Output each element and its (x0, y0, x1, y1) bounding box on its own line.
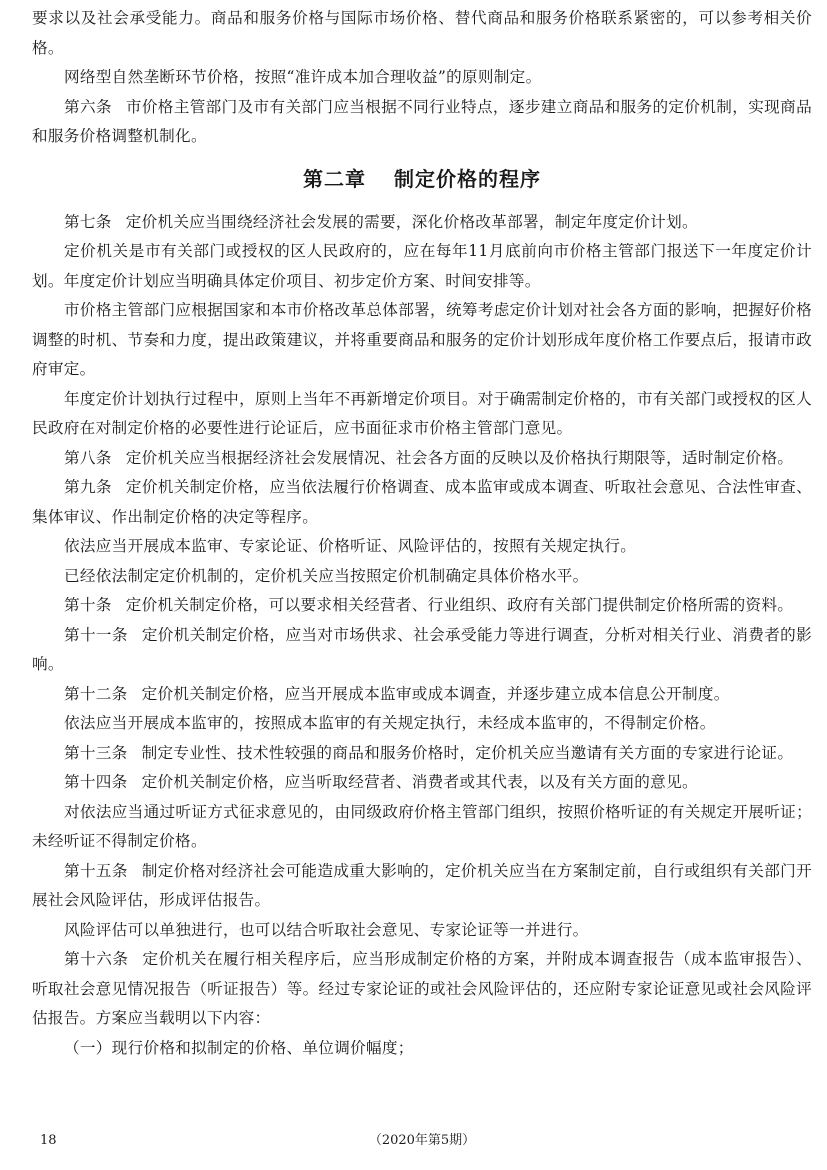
body-paragraph (32, 916, 812, 946)
article-label: 第六条 (64, 97, 112, 116)
article-paragraph (32, 739, 812, 769)
article-label: 第十条 (64, 596, 112, 614)
paragraph-text: （一）现行价格和拟制定的价格、单位调价幅度； (64, 1038, 414, 1057)
paragraph-text: 定价机关应当围绕经济社会发展的需要，深化价格改革部署，制定年度定价计划。 (125, 212, 698, 231)
article-paragraph (32, 680, 812, 710)
article-paragraph (32, 768, 812, 798)
body-paragraph (32, 237, 812, 296)
body-paragraph (32, 385, 812, 444)
body-paragraph (32, 63, 812, 93)
paragraphs-before-chapter (32, 4, 812, 152)
article-paragraph (32, 473, 812, 532)
paragraph-text: 定价机关在履行相关程序后，应当形成制定价格的方案，并附成本调查报告（成本监审报告）、听取社会意见情况报告（听证报告）等。经过专家论证的或社会风险评估的，还应附专家论证意见或社会风险评估报告。方案应当载明以下内容： (32, 950, 812, 1027)
body-paragraph (32, 798, 812, 857)
paragraph-text: 要求以及社会承受能力。商品和服务价格与国际市场价格、替代商品和服务价格联系紧密的，可以参考相关价格。 (32, 9, 812, 57)
body-paragraph (32, 1034, 812, 1064)
article-paragraph (32, 208, 812, 238)
chapter-title: 制定价格的程序 (394, 166, 541, 191)
body-paragraph (32, 562, 812, 592)
chapter-heading (32, 164, 812, 194)
paragraph-text: 定价机关制定价格，可以要求相关经营者、行业组织、政府有关部门提供制定价格所需的资料。 (125, 596, 794, 614)
article-paragraph (32, 857, 812, 916)
article-label: 第九条 (64, 478, 112, 496)
article-paragraph (32, 591, 812, 621)
chapter-number: 第二章 (303, 166, 366, 191)
paragraph-text: 已经依法制定定价机制的，定价机关应当按照定价机制确定具体价格水平。 (64, 566, 589, 585)
paragraph-text: 对依法应当通过听证方式征求意见的，由同级政府价格主管部门组织，按照价格听证的有关规定开展听证；未经听证不得制定价格。 (32, 802, 812, 850)
paragraph-text: 制定价格对经济社会可能造成重大影响的，定价机关应当在方案制定前，自行或组织有关部门开展社会风险评估，形成评估报告。 (32, 861, 813, 909)
document-page (32, 0, 812, 1170)
paragraph-text: 年度定价计划执行过程中，原则上当年不再新增定价项目。对于确需制定价格的，市有关部门或授权的区人民政府在对制定价格的必要性进行论证后，应书面征求市价格主管部门意见。 (32, 389, 812, 437)
article-label: 第十五条 (64, 861, 128, 880)
paragraph-text: 市价格主管部门及市有关部门应当根据不同行业特点，逐步建立商品和服务的定价机制，实现商品和服务价格调整机制化。 (32, 97, 812, 145)
paragraph-text: 定价机关制定价格，应当对市场供求、社会承受能力等进行调查，分析对相关行业、消费者的影响。 (32, 625, 813, 673)
document-body (32, 4, 812, 1063)
article-paragraph (32, 93, 812, 152)
article-label: 第十四条 (64, 773, 128, 791)
paragraph-text: 市价格主管部门应根据国家和本市价格改革总体部署，统筹考虑定价计划对社会各方面的影响，把握好价格调整的时机、节奏和力度，提出政策建议，并将重要商品和服务的定价计划形成年度价格工作要点后，报请市政府审定。 (32, 301, 812, 378)
paragraph-text: 依法应当开展成本监审、专家论证、价格听证、风险评估的，按照有关规定执行。 (64, 537, 637, 555)
paragraph-text: 定价机关制定价格，应当听取经营者、消费者或其代表，以及有关方面的意见。 (141, 773, 698, 791)
article-label: 第十二条 (64, 684, 128, 703)
paragraph-text: 制定专业性、技术性较强的商品和服务价格时，定价机关应当邀请有关方面的专家进行论证。 (141, 743, 794, 762)
article-label: 第十六条 (64, 950, 129, 968)
article-label: 第十一条 (64, 625, 128, 644)
article-paragraph (32, 621, 812, 680)
issue-label: （2020年第5期） (368, 1133, 476, 1148)
body-paragraph (32, 296, 812, 385)
body-paragraph (32, 532, 812, 562)
body-paragraph (32, 4, 812, 63)
body-paragraph (32, 709, 812, 739)
paragraph-text: 定价机关是市有关部门或授权的区人民政府的，应在每年11月底前向市价格主管部门报送下一年度定价计划。年度定价计划应当明确具体定价项目、初步定价方案、时间安排等。 (32, 242, 812, 290)
paragraph-text: 网络型自然垄断环节价格，按照“准许成本加合理收益”的原则制定。 (64, 68, 542, 86)
paragraphs-after-chapter (32, 208, 812, 1064)
article-paragraph (32, 945, 812, 1034)
article-paragraph (32, 444, 812, 474)
page-footer (32, 1131, 812, 1151)
article-label: 第十三条 (64, 743, 128, 762)
article-label: 第八条 (64, 448, 112, 467)
paragraph-text: 定价机关制定价格，应当依法履行价格调查、成本监审或成本调查、听取社会意见、合法性审查、集体审议、作出制定价格的决定等程序。 (32, 478, 812, 526)
paragraph-text: 定价机关制定价格，应当开展成本监审或成本调查，并逐步建立成本信息公开制度。 (141, 684, 730, 703)
page-number: 18 (40, 1133, 57, 1148)
paragraph-text: 风险评估可以单独进行，也可以结合听取社会意见、专家论证等一并进行。 (64, 920, 589, 939)
paragraph-text: 定价机关应当根据经济社会发展情况、社会各方面的反映以及价格执行期限等，适时制定价格。 (125, 448, 794, 467)
article-label: 第七条 (64, 212, 112, 231)
paragraph-text: 依法应当开展成本监审的，按照成本监审的有关规定执行，未经成本监审的，不得制定价格。 (64, 714, 716, 732)
